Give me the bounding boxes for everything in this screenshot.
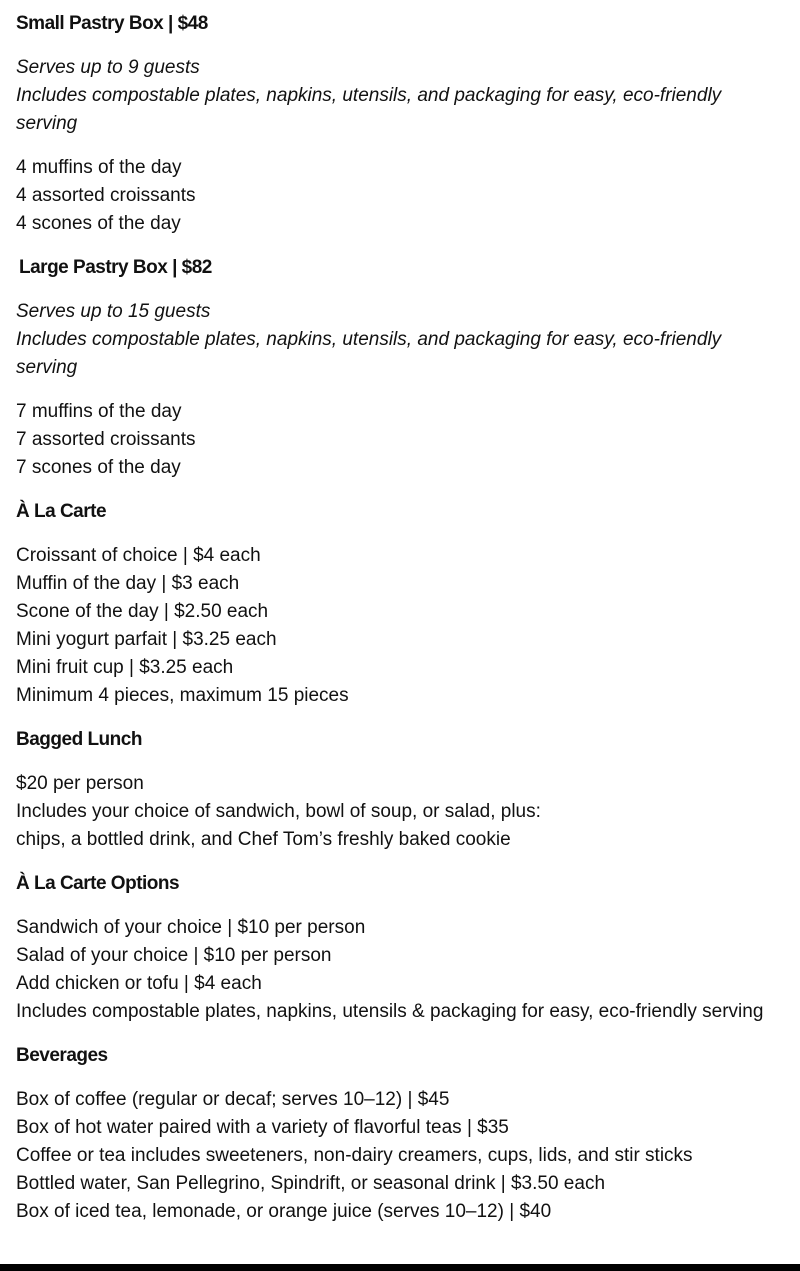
large-pastry-box-includes: Includes compostable plates, napkins, utensils, and packaging for easy, eco-friendly serving: [16, 329, 722, 378]
small-pastry-box-description: [16, 54, 784, 138]
list-item: Croissant of choice | $4 each: [16, 545, 261, 566]
list-item: Box of iced tea, lemonade, or orange juice (serves 10–12) | $40: [16, 1201, 552, 1222]
list-item: 4 scones of the day: [16, 213, 181, 234]
beverages-section: [16, 1042, 784, 1226]
list-item: 4 assorted croissants: [16, 185, 196, 206]
list-item: $20 per person: [16, 773, 144, 794]
small-pastry-box-items: [16, 154, 784, 238]
list-item: 4 muffins of the day: [16, 157, 182, 178]
list-item: Minimum 4 pieces, maximum 15 pieces: [16, 685, 349, 706]
small-pastry-box-serves: Serves up to 9 guests: [16, 57, 200, 78]
a-la-carte-options-items: [16, 914, 784, 1026]
small-pastry-box-title: Small Pastry Box | $48: [16, 13, 208, 34]
list-item: Box of hot water paired with a variety of flavorful teas | $35: [16, 1117, 509, 1138]
small-pastry-box-section: [16, 10, 784, 238]
beverages-items: [16, 1086, 784, 1226]
large-pastry-box-section: [16, 254, 784, 482]
list-item: Bottled water, San Pellegrino, Spindrift, or seasonal drink | $3.50 each: [16, 1173, 606, 1194]
list-item: Muffin of the day | $3 each: [16, 573, 240, 594]
a-la-carte-options-section: [16, 870, 784, 1026]
list-item: Box of coffee (regular or decaf; serves 10–12) | $45: [16, 1089, 450, 1110]
list-item: 7 muffins of the day: [16, 401, 182, 422]
list-item: 7 scones of the day: [16, 457, 181, 478]
list-item: Includes your choice of sandwich, bowl of soup, or salad, plus:: [16, 801, 541, 822]
list-item: Includes compostable plates, napkins, utensils & packaging for easy, eco-friendly serving: [16, 1001, 764, 1022]
large-pastry-box-title: Large Pastry Box | $82: [19, 257, 212, 278]
list-item: Add chicken or tofu | $4 each: [16, 973, 262, 994]
list-item: Salad of your choice | $10 per person: [16, 945, 332, 966]
small-pastry-box-includes: Includes compostable plates, napkins, utensils, and packaging for easy, eco-friendly serving: [16, 85, 722, 134]
a-la-carte-items: [16, 542, 784, 710]
beverages-title: Beverages: [16, 1045, 108, 1066]
list-item: 7 assorted croissants: [16, 429, 196, 450]
list-item: chips, a bottled drink, and Chef Tom’s freshly baked cookie: [16, 829, 511, 850]
bagged-lunch-items: [16, 770, 784, 854]
list-item: Scone of the day | $2.50 each: [16, 601, 269, 622]
list-item: Sandwich of your choice | $10 per person: [16, 917, 366, 938]
a-la-carte-options-title: À La Carte Options: [16, 873, 180, 894]
bottom-divider-bar: [0, 1264, 800, 1271]
large-pastry-box-items: [16, 398, 784, 482]
list-item: Mini yogurt parfait | $3.25 each: [16, 629, 277, 650]
large-pastry-box-serves: Serves up to 15 guests: [16, 301, 211, 322]
large-pastry-box-description: [16, 298, 784, 382]
list-item: Coffee or tea includes sweeteners, non-dairy creamers, cups, lids, and stir sticks: [16, 1145, 693, 1166]
a-la-carte-section: [16, 498, 784, 710]
bagged-lunch-title: Bagged Lunch: [16, 729, 142, 750]
a-la-carte-title: À La Carte: [16, 501, 107, 522]
list-item: Mini fruit cup | $3.25 each: [16, 657, 234, 678]
bagged-lunch-section: [16, 726, 784, 854]
